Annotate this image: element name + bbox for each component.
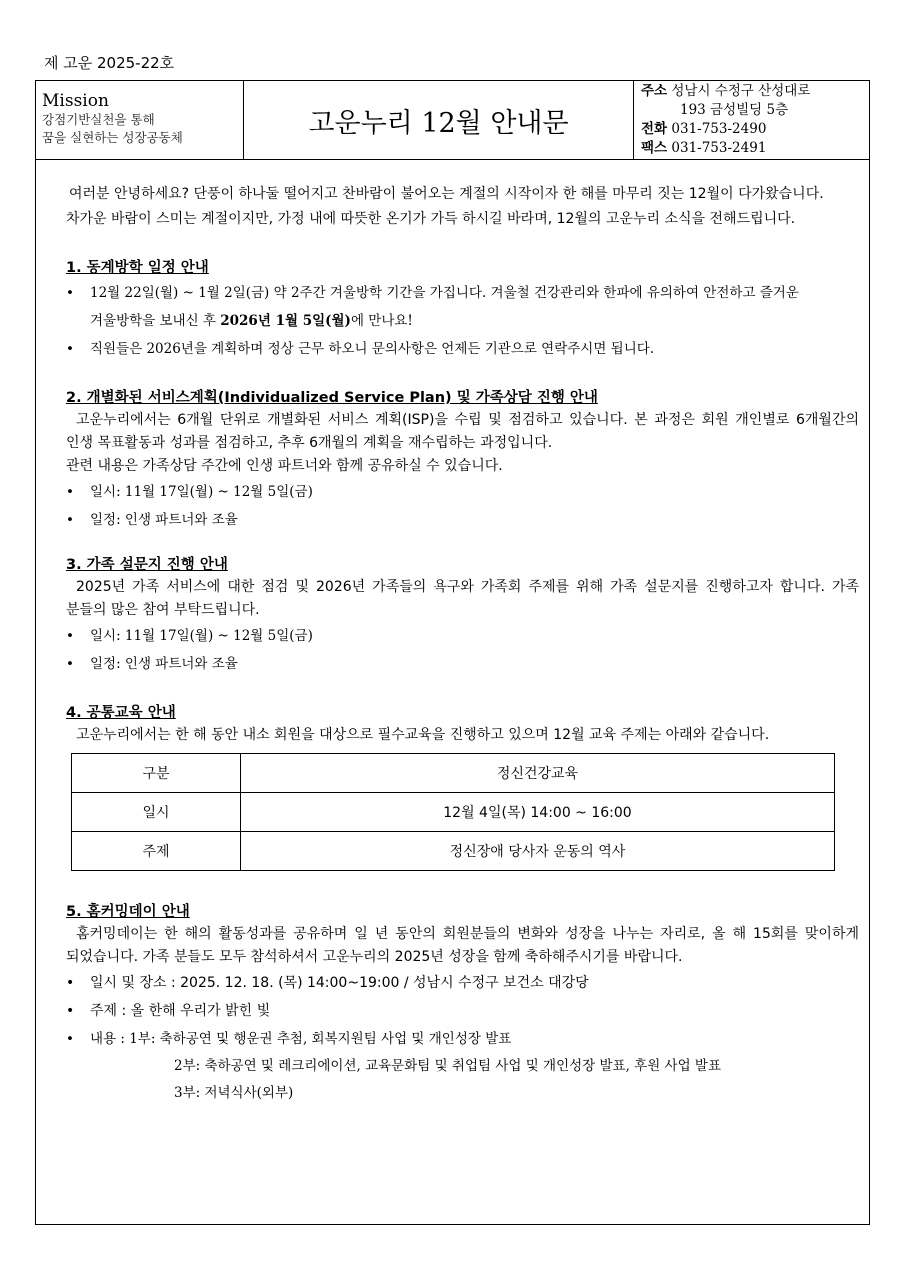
table-cell: 주제 bbox=[72, 832, 241, 871]
list-item: • 일시 및 장소 : 2025. 12. 18. (목) 14:00~19:00 / 성남시 수정구 보건소 대강당 bbox=[66, 969, 859, 997]
list-item: • 일시: 11월 17일(월) ~ 12월 5일(금) bbox=[66, 478, 859, 506]
table-row bbox=[72, 754, 835, 793]
page-title: 고운누리 12월 안내문 bbox=[244, 81, 634, 159]
table-row bbox=[72, 793, 835, 832]
fax-label: 팩스 bbox=[641, 140, 668, 156]
return-date: 2026년 1월 5일(월) bbox=[220, 313, 351, 329]
list-item: • 일정: 인생 파트너와 조율 bbox=[66, 650, 859, 678]
intro-paragraph: 여러분 안녕하세요? 단풍이 하나둘 떨어지고 찬바람이 불어오는 계절의 시작이자 한 해를 마무리 짓는 12월이 다가왔습니다. 차가운 바람이 스미는 계절이지만, 가정 내에 따뜻한 온기가 가득 하시길 바라며, 12월의 고운누리 소식을 전해드립니다. bbox=[66, 186, 824, 227]
list-item-text: 12월 22일(월) ~ 1월 2일(금) 약 2주간 겨울방학 기간을 가집니다. 겨울철 건강관리와 한파에 유의하여 안전하고 즐거운 겨울방학을 보내신 후 bbox=[90, 285, 799, 329]
list-item: • 일정: 인생 파트너와 조율 bbox=[66, 506, 859, 534]
table-cell: 정신건강교육 bbox=[241, 754, 835, 793]
list-item: • 직원들은 2026년을 계획하며 정상 근무 하오니 문의사항은 언제든 기관으로 연락주시면 됩니다. bbox=[66, 335, 859, 363]
table-row bbox=[72, 832, 835, 871]
education-table bbox=[71, 753, 835, 871]
address-line: 193 금성빌딩 5층 bbox=[680, 102, 789, 118]
contact-box bbox=[634, 81, 869, 159]
mission-title: Mission bbox=[42, 91, 109, 111]
table-cell: 12월 4일(목) 14:00 ~ 16:00 bbox=[241, 793, 835, 832]
section-title: 2. 개별화된 서비스계획(Individualized Service Plan) 및 가족상담 진행 안내 bbox=[66, 390, 598, 406]
section-paragraph: 2025년 가족 서비스에 대한 점검 및 2026년 가족들의 욕구와 가족회 주제를 위해 가족 설문지를 진행하고자 합니다. 가족 분들의 많은 참여 부탁드립니다. bbox=[66, 579, 859, 618]
mission-line: 꿈을 실현하는 성장공동체 bbox=[42, 130, 183, 145]
phone-number: 031-753-2490 bbox=[671, 121, 767, 137]
list-item: • 일시: 11월 17일(월) ~ 12월 5일(금) bbox=[66, 622, 859, 650]
list-item-text: 에 만나요! bbox=[350, 313, 413, 329]
list-item-continuation: 3부: 저녁식사(외부) bbox=[174, 1085, 294, 1101]
letterhead bbox=[35, 80, 870, 160]
section-title: 3. 가족 설문지 진행 안내 bbox=[66, 557, 228, 573]
section-paragraph: 홈커밍데이는 한 해의 활동성과를 공유하며 일 년 동안의 회원분들의 변화와 성장을 나누는 자리로, 올 해 15회를 맞이하게 되었습니다. 가족 분들도 모두 참석하셔서 고운누리의 2025년 성장을 함께 축하해주시기를 바랍니다. bbox=[66, 926, 859, 965]
mission-line: 강점기반실천을 통해 bbox=[42, 112, 155, 127]
section-title: 5. 홈커밍데이 안내 bbox=[66, 904, 190, 920]
document-number: 제 고운 2025-22호 bbox=[44, 54, 175, 72]
address-label: 주소 bbox=[641, 83, 668, 99]
section-title: 4. 공통교육 안내 bbox=[66, 705, 176, 721]
list-item: • 주제 : 올 한해 우리가 밝힌 빛 bbox=[66, 997, 859, 1025]
table-cell: 일시 bbox=[72, 793, 241, 832]
document-body bbox=[35, 160, 870, 1225]
section-paragraph: 관련 내용은 가족상담 주간에 인생 파트너와 함께 공유하실 수 있습니다. bbox=[66, 458, 503, 474]
section-paragraph: 고운누리에서는 한 해 동안 내소 회원을 대상으로 필수교육을 진행하고 있으며 12월 교육 주제는 아래와 같습니다. bbox=[76, 727, 770, 743]
address-line: 성남시 수정구 산성대로 bbox=[671, 83, 811, 99]
section-paragraph: 고운누리에서는 6개월 단위로 개별화된 서비스 계획(ISP)을 수립 및 점검하고 있습니다. 본 과정은 회원 개인별로 6개월간의 인생 목표활동과 성과를 점검하고, 추후 6개월의 계획을 재수립하는 과정입니다. bbox=[66, 412, 859, 451]
table-cell: 정신장애 당사자 운동의 역사 bbox=[241, 832, 835, 871]
list-item bbox=[66, 279, 859, 335]
list-item: • 내용 : 1부: 축하공연 및 행운권 추첨, 회복지원팀 사업 및 개인성장 발표 bbox=[66, 1025, 859, 1053]
section-title: 1. 동계방학 일정 안내 bbox=[66, 260, 209, 276]
mission-box bbox=[36, 81, 244, 159]
table-cell: 구분 bbox=[72, 754, 241, 793]
fax-number: 031-753-2491 bbox=[671, 140, 767, 156]
list-item-continuation: 2부: 축하공연 및 레크리에이션, 교육문화팀 및 취업팀 사업 및 개인성장 발표, 후원 사업 발표 bbox=[174, 1058, 721, 1074]
phone-label: 전화 bbox=[641, 121, 668, 137]
